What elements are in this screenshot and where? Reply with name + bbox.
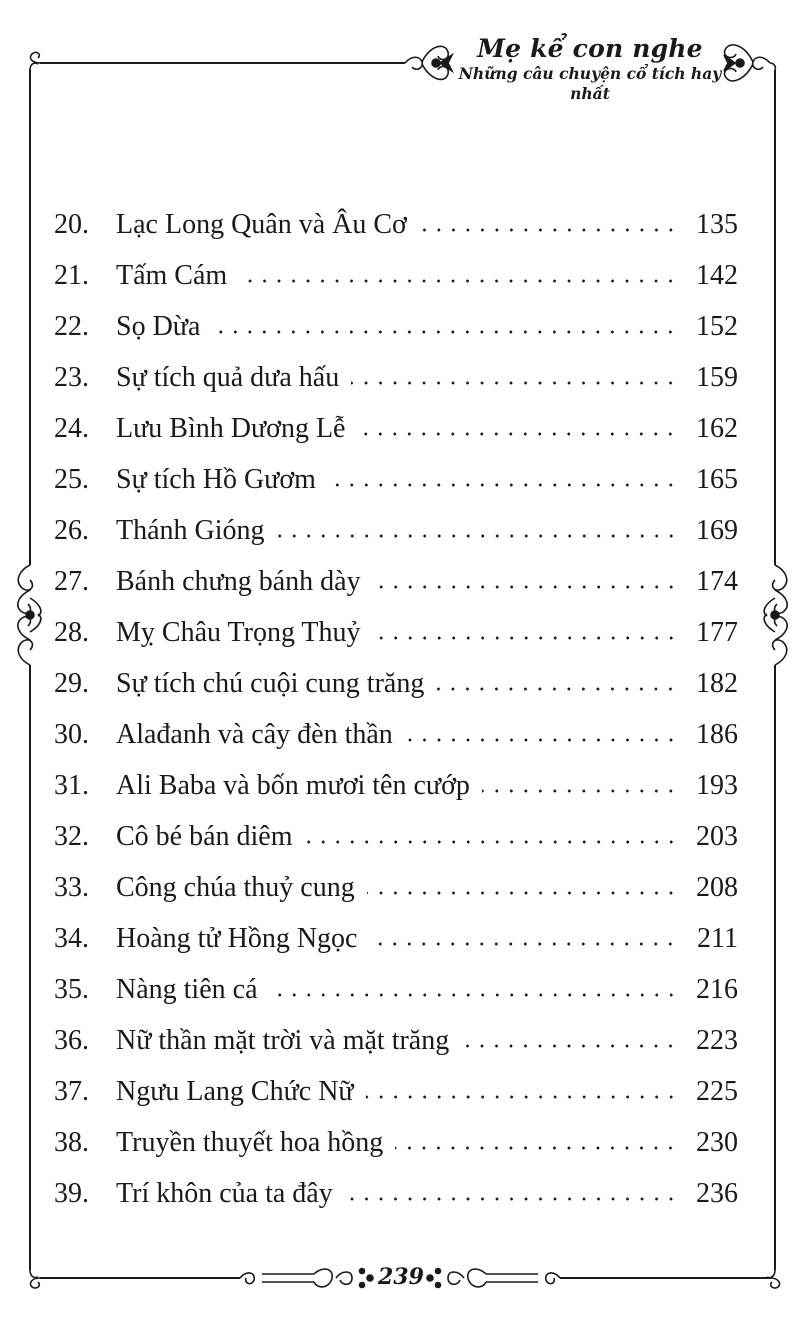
toc-entry-number: 26.: [54, 514, 89, 546]
page-number: 239: [378, 1264, 424, 1290]
footer-ornament-left-icon: [240, 1269, 373, 1288]
toc-entry: [54, 556, 738, 607]
toc-entry-number: 35.: [54, 973, 89, 1005]
toc-entry-number: 31.: [54, 769, 89, 801]
toc-entry: [54, 913, 738, 964]
toc-entry: [54, 199, 738, 250]
side-ornament-right-icon: [764, 565, 787, 665]
footer-ornament-right-icon: [427, 1269, 560, 1288]
toc-entry-page: 216: [696, 973, 738, 1005]
toc-entry-page: 165: [696, 463, 738, 495]
toc-entry-title: Hoàng tử Hồng Ngọc: [116, 922, 358, 954]
dot-leader: [305, 840, 678, 844]
ornament-left-icon: [405, 46, 452, 79]
toc-entry-title: Sự tích quả dưa hấu: [116, 361, 340, 393]
toc-entry-title: Lạc Long Quân và Âu Cơ: [116, 208, 407, 240]
toc-entry: [54, 964, 738, 1015]
dot-leader: [345, 1197, 678, 1201]
dot-leader: [277, 534, 678, 538]
toc-entry: [54, 301, 738, 352]
toc-entry: [54, 862, 738, 913]
toc-entry-page: 203: [696, 820, 738, 852]
dot-leader: [373, 636, 678, 640]
toc-entry-number: 30.: [54, 718, 89, 750]
dot-leader: [351, 381, 678, 385]
toc-entry-title: Alađanh và cây đèn thần: [116, 718, 393, 750]
toc-entry-title: Sự tích chú cuội cung trăng: [116, 667, 425, 699]
dot-leader: [212, 330, 678, 334]
toc-entry-number: 33.: [54, 871, 89, 903]
book-subtitle: Những câu chuyện cổ tích hay nhất: [458, 64, 722, 103]
toc-entry-page: 169: [696, 514, 738, 546]
toc-entry-number: 25.: [54, 463, 89, 495]
toc-entry-title: Lưu Bình Dương Lễ: [116, 412, 346, 444]
toc-entry-number: 32.: [54, 820, 89, 852]
toc-entry-number: 39.: [54, 1177, 89, 1209]
toc-entry: [54, 454, 738, 505]
toc-entry-title: Trí khôn của ta đây: [116, 1177, 333, 1209]
toc-entry-page: 159: [696, 361, 738, 393]
toc-entry-page: 162: [696, 412, 738, 444]
toc-entry-title: Mỵ Châu Trọng Thuỷ: [116, 616, 361, 648]
toc-entry: [54, 250, 738, 301]
running-header: [455, 34, 725, 104]
toc-entry-page: 236: [696, 1177, 738, 1209]
toc-entry-title: Ngưu Lang Chức Nữ: [116, 1075, 354, 1107]
toc-entry: [54, 760, 738, 811]
table-of-contents: [54, 199, 738, 1219]
toc-entry: [54, 607, 738, 658]
toc-entry-title: Cô bé bán diêm: [116, 820, 293, 852]
toc-entry-page: 174: [696, 565, 738, 597]
toc-entry-page: 186: [696, 718, 738, 750]
toc-entry: [54, 505, 738, 556]
toc-entry-number: 27.: [54, 565, 89, 597]
toc-entry-title: Truyền thuyết hoa hồng: [116, 1126, 384, 1158]
toc-entry-title: Nữ thần mặt trời và mặt trăng: [116, 1024, 450, 1056]
dot-leader: [395, 1146, 678, 1150]
side-ornament-left-icon: [18, 565, 41, 665]
toc-entry-number: 37.: [54, 1075, 89, 1107]
dot-leader: [405, 738, 678, 742]
dot-leader: [328, 483, 678, 487]
dot-leader: [482, 789, 678, 793]
toc-entry: [54, 403, 738, 454]
toc-entry-title: Nàng tiên cá: [116, 973, 258, 1005]
toc-entry: [54, 709, 738, 760]
toc-entry: [54, 658, 738, 709]
toc-entry-title: Bánh chưng bánh dày: [116, 565, 361, 597]
toc-entry-page: 177: [696, 616, 738, 648]
toc-entry-number: 23.: [54, 361, 89, 393]
toc-entry-page: 225: [696, 1075, 738, 1107]
toc-entry-page: 211: [697, 922, 738, 954]
toc-entry-number: 22.: [54, 310, 89, 342]
toc-entry-number: 38.: [54, 1126, 89, 1158]
toc-entry: [54, 1015, 738, 1066]
toc-entry-number: 24.: [54, 412, 89, 444]
toc-entry-title: Sọ Dừa: [116, 310, 201, 342]
toc-entry-page: 230: [696, 1126, 738, 1158]
toc-entry-number: 36.: [54, 1024, 89, 1056]
toc-entry: [54, 1066, 738, 1117]
toc-entry: [54, 352, 738, 403]
toc-entry: [54, 1117, 738, 1168]
dot-leader: [461, 1044, 678, 1048]
toc-entry: [54, 811, 738, 862]
toc-entry-title: Công chúa thuỷ cung: [116, 871, 355, 903]
dot-leader: [367, 891, 678, 895]
toc-entry-number: 28.: [54, 616, 89, 648]
dot-leader: [239, 279, 678, 283]
dot-leader: [357, 432, 678, 436]
toc-entry-title: Tấm Cám: [116, 259, 228, 291]
toc-entry: [54, 1168, 738, 1219]
dot-leader: [436, 687, 678, 691]
book-title: Mẹ kể con nghe: [477, 34, 703, 63]
toc-entry-number: 21.: [54, 259, 89, 291]
ornament-right-icon: [724, 45, 775, 81]
toc-entry-title: Thánh Gióng: [116, 514, 265, 546]
dot-leader: [366, 1095, 678, 1099]
dot-leader: [369, 942, 678, 946]
toc-entry-page: 208: [696, 871, 738, 903]
toc-entry-page: 142: [696, 259, 738, 291]
toc-entry-page: 182: [696, 667, 738, 699]
dot-leader: [270, 993, 679, 997]
toc-entry-page: 152: [696, 310, 738, 342]
toc-entry-number: 20.: [54, 208, 89, 240]
toc-entry-number: 34.: [54, 922, 89, 954]
toc-entry-title: Sự tích Hồ Gươm: [116, 463, 316, 495]
toc-entry-page: 193: [696, 769, 738, 801]
toc-entry-title: Ali Baba và bốn mươi tên cướp: [116, 769, 470, 801]
toc-entry-page: 223: [696, 1024, 738, 1056]
toc-entry-page: 135: [696, 208, 738, 240]
dot-leader: [373, 585, 678, 589]
toc-entry-number: 29.: [54, 667, 89, 699]
dot-leader: [419, 228, 678, 232]
